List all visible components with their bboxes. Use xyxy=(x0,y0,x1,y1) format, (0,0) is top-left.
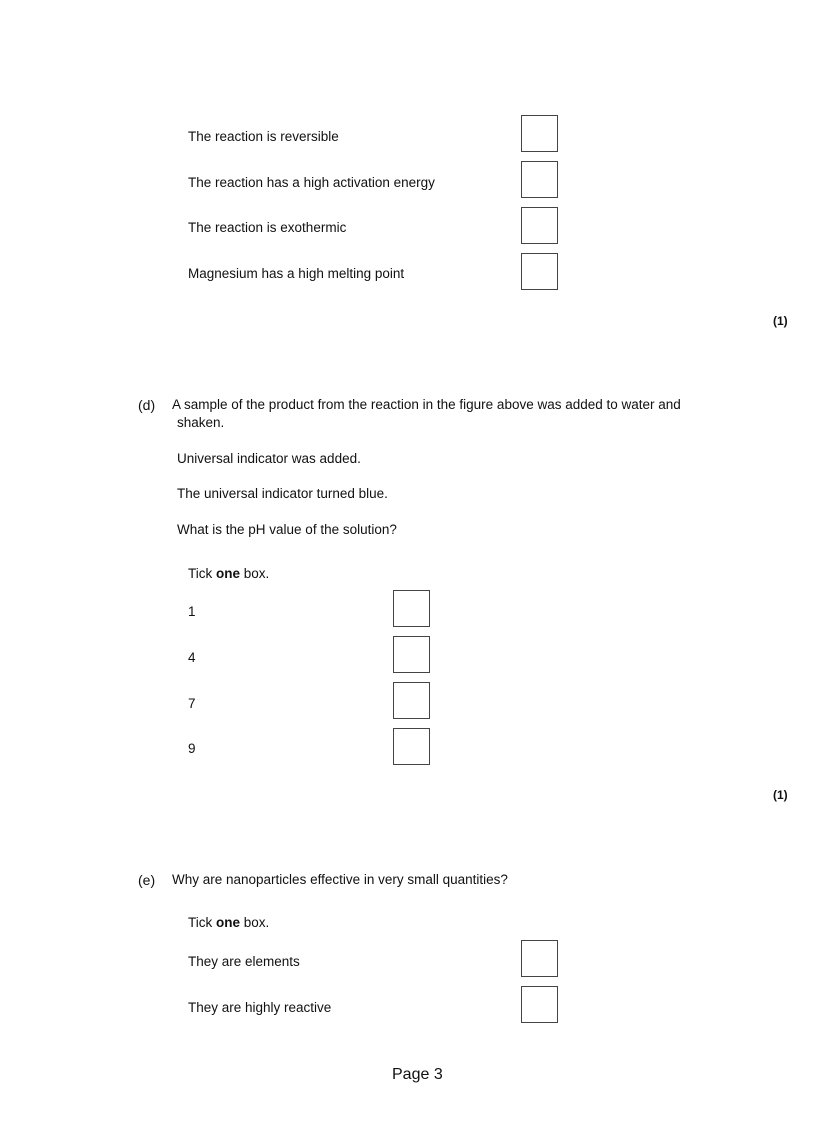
tick-box[interactable] xyxy=(393,728,430,765)
question-label: (d) xyxy=(138,397,156,413)
option-text: They are highly reactive xyxy=(188,1000,332,1015)
statement-text: Universal indicator was added. xyxy=(177,451,361,466)
tick-box[interactable] xyxy=(521,940,558,977)
option-text: 7 xyxy=(188,696,196,711)
option-text: The reaction has a high activation energy xyxy=(188,175,435,190)
option-text: The reaction is reversible xyxy=(188,129,339,144)
option-text: They are elements xyxy=(188,954,300,969)
question-text: Why are nanoparticles effective in very small quantities? xyxy=(172,872,508,887)
question-prompt: What is the pH value of the solution? xyxy=(177,522,397,537)
tick-box[interactable] xyxy=(393,590,430,627)
option-text: 1 xyxy=(188,604,196,619)
option-text: Magnesium has a high melting point xyxy=(188,266,405,281)
statement-text: The universal indicator turned blue. xyxy=(177,486,388,501)
tick-box[interactable] xyxy=(393,636,430,673)
marks-label: (1) xyxy=(773,314,788,328)
tick-box[interactable] xyxy=(521,986,558,1023)
page-number: Page 3 xyxy=(392,1066,443,1083)
option-text: The reaction is exothermic xyxy=(188,220,347,235)
question-text: A sample of the product from the reaction in the figure above was added to water and xyxy=(172,397,681,412)
tick-box[interactable] xyxy=(521,253,558,290)
tick-instruction: Tick one box. xyxy=(188,566,270,581)
question-label: (e) xyxy=(138,872,156,888)
marks-label: (1) xyxy=(773,788,788,802)
tick-box[interactable] xyxy=(393,682,430,719)
option-text: 9 xyxy=(188,741,196,756)
tick-box[interactable] xyxy=(521,161,558,198)
question-text-continued: shaken. xyxy=(177,415,225,430)
tick-box[interactable] xyxy=(521,207,558,244)
tick-box[interactable] xyxy=(521,115,558,152)
tick-instruction: Tick one box. xyxy=(188,915,270,930)
option-text: 4 xyxy=(188,650,196,665)
